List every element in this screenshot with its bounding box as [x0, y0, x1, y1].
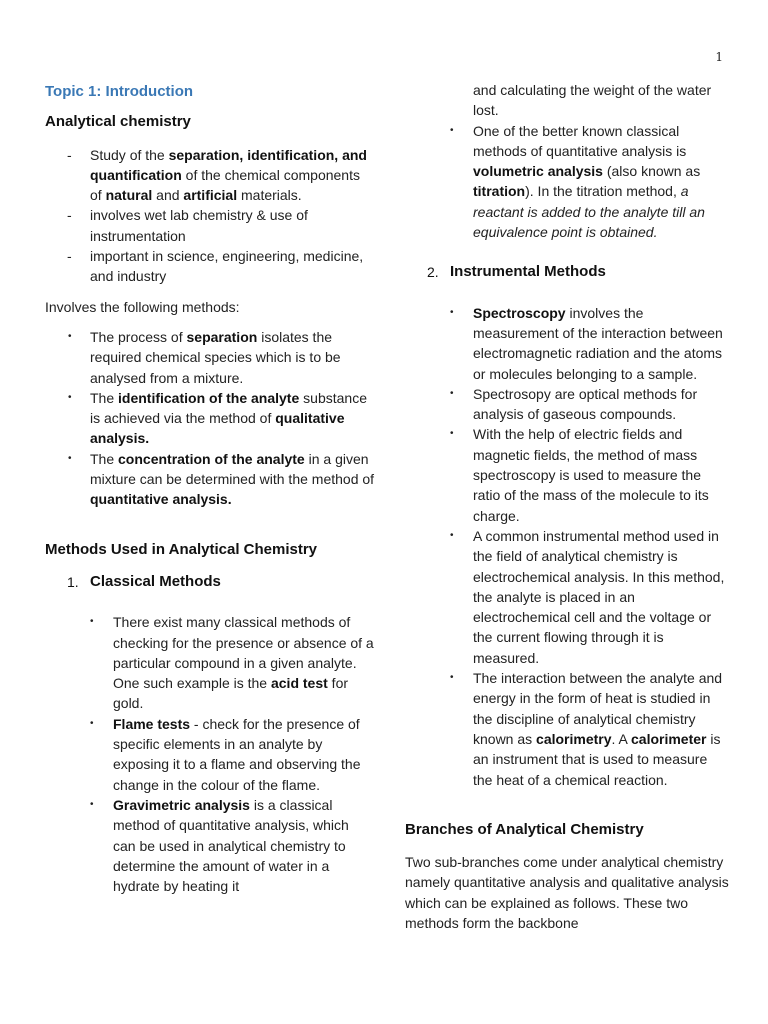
- list-item: [45, 246, 375, 287]
- bullet-dot: •: [90, 798, 94, 810]
- dash-bullet: -: [67, 248, 72, 265]
- list-item: [45, 388, 375, 449]
- emphasis-text: Gravimetric analysis: [113, 796, 250, 813]
- bullet-dot: •: [450, 387, 454, 399]
- body-text: (also known as: [602, 163, 701, 180]
- italic-text: a reactant is added to the analyte till an equivalence point is obtained.: [473, 183, 705, 241]
- body-text: is a classical method of quantitative analysis, which can be used in analytical chemistry to determine the amount of water in a hydrate by heating it: [113, 796, 349, 895]
- emphasis-text: volumetric analysis: [473, 163, 603, 180]
- body-text: in a given mixture can be determined with the method of: [90, 450, 375, 488]
- page-number: 1: [715, 50, 723, 64]
- emphasis-text: identification of the analyte: [118, 389, 300, 406]
- emphasis-text: natural: [105, 187, 153, 204]
- emphasis-text: quantitative analysis.: [90, 491, 232, 508]
- list-item: [405, 121, 730, 243]
- methods-heading: Methods Used in Analytical Chemistry: [45, 540, 318, 558]
- instrumental-methods-list: [405, 303, 730, 790]
- classical-methods-continued: [405, 80, 730, 242]
- section-number: 2.: [427, 264, 439, 281]
- emphasis-text: separation: [186, 328, 258, 345]
- dash-bullet: -: [67, 146, 72, 163]
- body-text: for gold.: [113, 675, 349, 712]
- branches-heading: Branches of Analytical Chemistry: [405, 820, 644, 838]
- body-text: materials.: [237, 187, 302, 204]
- bullet-dot: •: [90, 717, 94, 729]
- body-text: With the help of electric fields and magnetic fields, the method of mass spectroscopy is used to measure the ratio of the mass of the molecule to its charge.: [473, 426, 709, 524]
- body-text: The process of: [90, 328, 187, 345]
- bullet-dot: •: [68, 391, 72, 403]
- bullet-dot: •: [68, 330, 72, 342]
- list-item: [45, 327, 375, 388]
- body-text: Spectrosopy are optical methods for analysis of gaseous compounds.: [473, 385, 698, 423]
- body-text: involves wet lab chemistry & use of instrumentation: [90, 207, 308, 244]
- list-item: [45, 449, 375, 510]
- body-text: Study of the: [90, 146, 169, 163]
- body-text: There exist many classical methods of checking for the presence or absence of a particular compound in a given analyte. One such example is the: [113, 614, 374, 692]
- emphasis-text: concentration of the analyte: [118, 450, 305, 467]
- list-item: [45, 714, 375, 795]
- bullet-dot: •: [90, 616, 94, 628]
- section-number: 1.: [67, 573, 79, 590]
- emphasis-text: qualitative analysis.: [90, 410, 345, 447]
- emphasis-text: titration: [473, 183, 526, 200]
- classical-methods-list: [45, 612, 375, 896]
- body-text: involves the measurement of the interaction between electromagnetic radiation and the atoms or molecules belonging to a sample.: [473, 304, 723, 382]
- methods-list: [45, 327, 375, 510]
- body-text: of the chemical components of: [90, 166, 360, 204]
- definition-list: [45, 145, 375, 287]
- body-text: The: [90, 389, 119, 406]
- list-item: [405, 424, 730, 525]
- emphasis-text: artificial: [183, 187, 238, 204]
- body-text: One of the better known classical methods of quantitative analysis is: [473, 122, 687, 159]
- list-item: [45, 205, 375, 246]
- branches-paragraph: Two sub-branches come under analytical chemistry namely quantitative analysis and qualitative analysis which can be explained as follows. These two methods form the backbone: [405, 854, 729, 931]
- emphasis-text: acid test: [270, 675, 328, 692]
- analytical-chemistry-heading: Analytical chemistry: [45, 113, 191, 131]
- instrumental-methods-title: Instrumental Methods: [450, 263, 606, 281]
- bullet-dot: •: [450, 529, 454, 541]
- body-text: and calculating the weight of the water lost.: [473, 82, 712, 119]
- body-text: - check for the presence of specific elements in an analyte by exposing it to a flame and observing the change in the colour of the flame.: [113, 715, 361, 793]
- list-item: [405, 303, 730, 384]
- list-item: [405, 668, 730, 790]
- list-item: [405, 80, 730, 121]
- bullet-dot: •: [68, 452, 72, 464]
- bullet-dot: •: [450, 672, 454, 684]
- emphasis-text: separation, identification, and quantification: [90, 146, 367, 183]
- bullet-dot: •: [450, 124, 454, 136]
- bullet-dot: •: [450, 306, 454, 318]
- left-column: [45, 80, 375, 896]
- body-text: . A: [611, 730, 631, 747]
- list-item: [405, 384, 730, 425]
- list-item: [45, 795, 375, 896]
- body-text: substance is achieved via the method of: [90, 389, 367, 427]
- instrumental-methods-heading: [405, 262, 730, 282]
- body-text: isolates the required chemical species which is to be analysed from a mixture.: [90, 328, 341, 386]
- body-text: The interaction between the analyte and energy in the form of heat is studied in the discipline of analytical chemistry known as: [473, 670, 723, 747]
- emphasis-text: calorimetry: [536, 730, 612, 747]
- emphasis-text: Spectroscopy: [473, 304, 566, 321]
- bullet-dot: •: [450, 428, 454, 440]
- right-column: [405, 80, 730, 943]
- body-text: important in science, engineering, medicine, and industry: [90, 248, 364, 285]
- list-item: [405, 526, 730, 668]
- dash-bullet: -: [67, 207, 72, 224]
- body-text: and: [152, 187, 184, 204]
- classical-methods-title: Classical Methods: [90, 572, 221, 590]
- list-item: [45, 145, 375, 206]
- classical-methods-heading: [45, 572, 375, 592]
- methods-intro: Involves the following methods:: [45, 298, 240, 315]
- topic-heading: Topic 1: Introduction: [45, 83, 194, 100]
- body-text: ). In the titration method,: [525, 183, 681, 200]
- body-text: A common instrumental method used in the field of analytical chemistry is electrochemical analysis. In this method, the analyte is placed in an electrochemical cell and the voltage or the current flowing through it is measured.: [473, 527, 725, 666]
- emphasis-text: Flame tests: [113, 715, 191, 732]
- emphasis-text: calorimeter: [631, 730, 707, 747]
- body-text: is an instrument that is used to measure the heat of a chemical reaction.: [473, 730, 721, 788]
- list-item: [45, 612, 375, 713]
- body-text: The: [90, 450, 119, 467]
